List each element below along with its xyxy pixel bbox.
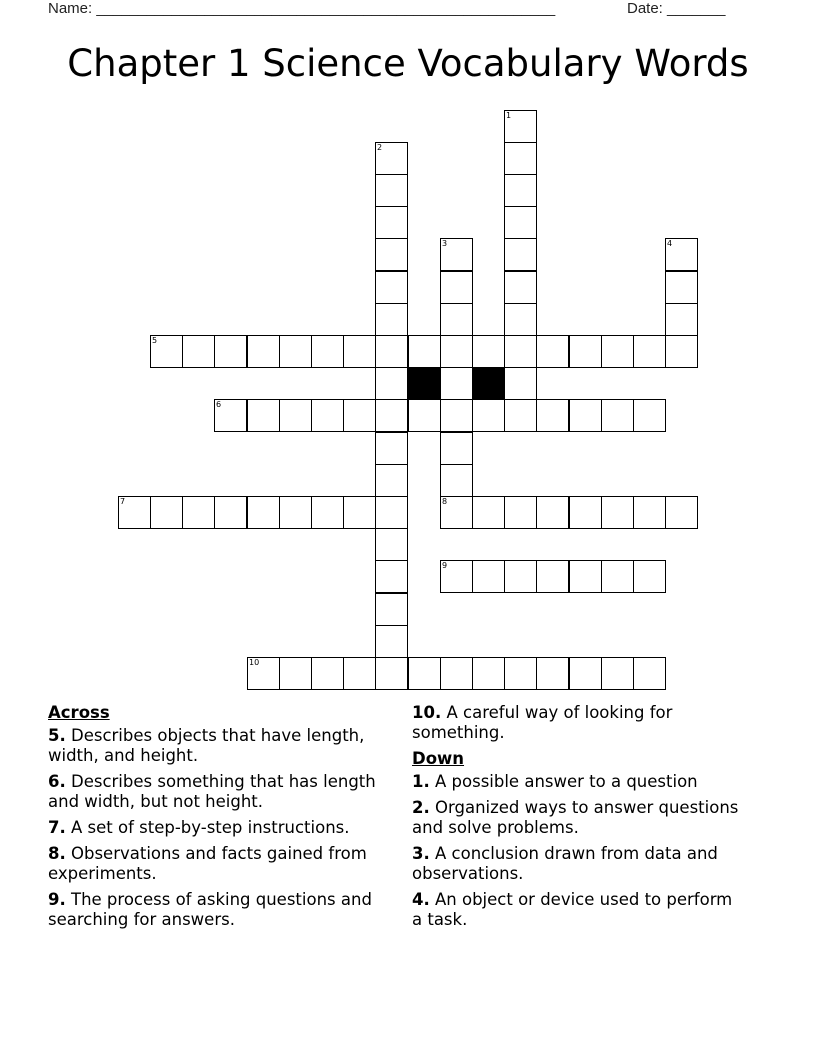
clue-number-label: 6	[216, 400, 222, 409]
crossword-cell[interactable]	[633, 657, 666, 690]
crossword-cell[interactable]	[440, 464, 473, 497]
crossword-cell[interactable]	[375, 367, 408, 400]
crossword-cell[interactable]	[279, 657, 312, 690]
clue-text: A set of step-by-step instructions.	[71, 818, 350, 837]
crossword-cell[interactable]	[569, 496, 602, 529]
crossword-cell[interactable]	[440, 399, 473, 432]
crossword-cell[interactable]	[665, 271, 698, 304]
crossword-cell[interactable]	[440, 657, 473, 690]
clue-across-8	[48, 844, 378, 884]
clue-number: 3.	[412, 844, 430, 863]
clue-number-label: 9	[442, 561, 448, 570]
crossword-cell[interactable]	[536, 399, 569, 432]
clue-down-3	[412, 844, 742, 884]
clue-down-2	[412, 798, 742, 838]
crossword-cell[interactable]	[247, 335, 280, 368]
crossword-cell[interactable]	[504, 560, 537, 593]
crossword-cell[interactable]	[601, 560, 634, 593]
down-heading: Down	[412, 749, 465, 768]
clue-number: 6.	[48, 772, 66, 791]
date-field[interactable]: Date: _______	[627, 0, 726, 17]
clue-text: A possible answer to a question	[435, 772, 698, 791]
clue-number-label: 7	[120, 497, 126, 506]
crossword-cell[interactable]	[504, 238, 537, 271]
crossword-cell[interactable]	[214, 335, 247, 368]
crossword-cell[interactable]	[472, 560, 505, 593]
clue-number: 4.	[412, 890, 430, 909]
crossword-block	[472, 367, 505, 400]
crossword-block	[408, 367, 441, 400]
crossword-cell[interactable]	[665, 238, 698, 271]
crossword-cell[interactable]	[569, 399, 602, 432]
crossword-cell[interactable]	[375, 560, 408, 593]
crossword-cell[interactable]	[536, 560, 569, 593]
crossword-cell[interactable]	[375, 271, 408, 304]
crossword-cell[interactable]	[633, 560, 666, 593]
clues-right-column	[412, 703, 742, 936]
clue-number-label: 8	[442, 497, 448, 506]
crossword-cell[interactable]	[375, 399, 408, 432]
crossword-cell[interactable]	[375, 335, 408, 368]
crossword-cell[interactable]	[504, 142, 537, 175]
crossword-cell[interactable]	[472, 399, 505, 432]
page-title: Chapter 1 Science Vocabulary Words	[67, 42, 749, 85]
clue-number: 10.	[412, 703, 442, 722]
crossword-cell[interactable]	[440, 367, 473, 400]
crossword-cell[interactable]	[375, 464, 408, 497]
crossword-cell[interactable]	[375, 432, 408, 465]
clue-across-10	[412, 703, 742, 743]
crossword-cell[interactable]	[150, 335, 183, 368]
crossword-cell[interactable]	[279, 496, 312, 529]
crossword-cell[interactable]	[569, 657, 602, 690]
crossword-cell[interactable]	[440, 560, 473, 593]
crossword-cell[interactable]	[182, 335, 215, 368]
crossword-cell[interactable]	[440, 271, 473, 304]
crossword-cell[interactable]	[279, 335, 312, 368]
clue-down-1	[412, 772, 742, 792]
crossword-cell[interactable]	[214, 496, 247, 529]
crossword-cell[interactable]	[665, 335, 698, 368]
crossword-cell[interactable]	[311, 399, 344, 432]
crossword-cell[interactable]	[247, 657, 280, 690]
crossword-cell[interactable]	[472, 496, 505, 529]
clue-across-5	[48, 726, 378, 766]
clue-text: A conclusion drawn from data and observations.	[412, 844, 718, 883]
crossword-cell[interactable]	[375, 174, 408, 207]
crossword-cell[interactable]	[504, 303, 537, 336]
crossword-cell[interactable]	[536, 657, 569, 690]
clues-left-column	[48, 703, 378, 936]
crossword-cell[interactable]	[569, 335, 602, 368]
crossword-cell[interactable]	[311, 335, 344, 368]
clue-number: 9.	[48, 890, 66, 909]
crossword-cell[interactable]	[504, 335, 537, 368]
crossword-cell[interactable]	[440, 238, 473, 271]
crossword-cell[interactable]	[665, 303, 698, 336]
crossword-cell[interactable]	[504, 367, 537, 400]
crossword-cell[interactable]	[375, 206, 408, 239]
clue-number: 2.	[412, 798, 430, 817]
crossword-cell[interactable]	[375, 238, 408, 271]
crossword-cell[interactable]	[247, 496, 280, 529]
crossword-cell[interactable]	[375, 657, 408, 690]
crossword-cell[interactable]	[601, 657, 634, 690]
clue-number-label: 5	[152, 336, 158, 345]
crossword-cell[interactable]	[472, 335, 505, 368]
clue-across-9	[48, 890, 378, 930]
clue-number-label: 4	[667, 239, 673, 248]
crossword-cell[interactable]	[504, 496, 537, 529]
crossword-cell[interactable]	[408, 335, 441, 368]
crossword-cell[interactable]	[150, 496, 183, 529]
crossword-cell[interactable]	[601, 335, 634, 368]
crossword-cell[interactable]	[504, 657, 537, 690]
crossword-cell[interactable]	[504, 271, 537, 304]
crossword-cell[interactable]	[343, 335, 376, 368]
clue-text: Describes objects that have length, width, and height.	[48, 726, 365, 765]
crossword-cell[interactable]	[504, 206, 537, 239]
clue-number: 5.	[48, 726, 66, 745]
crossword-cell[interactable]	[504, 174, 537, 207]
crossword-cell[interactable]	[375, 496, 408, 529]
crossword-cell[interactable]	[375, 528, 408, 561]
crossword-cell[interactable]	[633, 335, 666, 368]
crossword-cell[interactable]	[247, 399, 280, 432]
clue-text: Organized ways to answer questions and solve problems.	[412, 798, 739, 837]
crossword-cell[interactable]	[408, 399, 441, 432]
crossword-cell[interactable]	[375, 303, 408, 336]
crossword-cell[interactable]	[311, 496, 344, 529]
crossword-cell[interactable]	[118, 496, 151, 529]
clue-text: Describes something that has length and width, but not height.	[48, 772, 376, 811]
crossword-cell[interactable]	[343, 496, 376, 529]
crossword-cell[interactable]	[504, 110, 537, 143]
clue-number-label: 1	[506, 111, 512, 120]
name-field[interactable]: Name: _______________________________________________________	[48, 0, 556, 17]
crossword-cell[interactable]	[343, 399, 376, 432]
clue-down-4	[412, 890, 742, 930]
across-heading: Across	[48, 703, 110, 722]
crossword-cell[interactable]	[279, 399, 312, 432]
crossword-cell[interactable]	[440, 335, 473, 368]
crossword-cell[interactable]	[601, 399, 634, 432]
crossword-cell[interactable]	[408, 657, 441, 690]
crossword-cell[interactable]	[633, 399, 666, 432]
clue-text: Observations and facts gained from experiments.	[48, 844, 367, 883]
clue-across-7	[48, 818, 378, 838]
crossword-cell[interactable]	[375, 625, 408, 658]
crossword-cell[interactable]	[440, 432, 473, 465]
crossword-cell[interactable]	[440, 496, 473, 529]
crossword-cell[interactable]	[343, 657, 376, 690]
clue-number: 8.	[48, 844, 66, 863]
crossword-cell[interactable]	[214, 399, 247, 432]
crossword-cell[interactable]	[633, 496, 666, 529]
crossword-cell[interactable]	[311, 657, 344, 690]
crossword-cell[interactable]	[504, 399, 537, 432]
clue-number: 7.	[48, 818, 66, 837]
crossword-cell[interactable]	[601, 496, 634, 529]
clue-number-label: 10	[249, 658, 260, 667]
clue-text: An object or device used to perform a task.	[412, 890, 733, 929]
crossword-cell[interactable]	[569, 560, 602, 593]
crossword-cell[interactable]	[375, 142, 408, 175]
clue-text: The process of asking questions and searching for answers.	[48, 890, 372, 929]
crossword-cell[interactable]	[472, 657, 505, 690]
clue-number-label: 2	[377, 143, 383, 152]
clue-number-label: 3	[442, 239, 448, 248]
crossword-cell[interactable]	[182, 496, 215, 529]
crossword-cell[interactable]	[536, 335, 569, 368]
clue-text: A careful way of looking for something.	[412, 703, 673, 742]
crossword-cell[interactable]	[440, 303, 473, 336]
crossword-cell[interactable]	[665, 496, 698, 529]
crossword-cell[interactable]	[536, 496, 569, 529]
crossword-cell[interactable]	[375, 593, 408, 626]
clue-number: 1.	[412, 772, 430, 791]
clue-across-6	[48, 772, 378, 812]
